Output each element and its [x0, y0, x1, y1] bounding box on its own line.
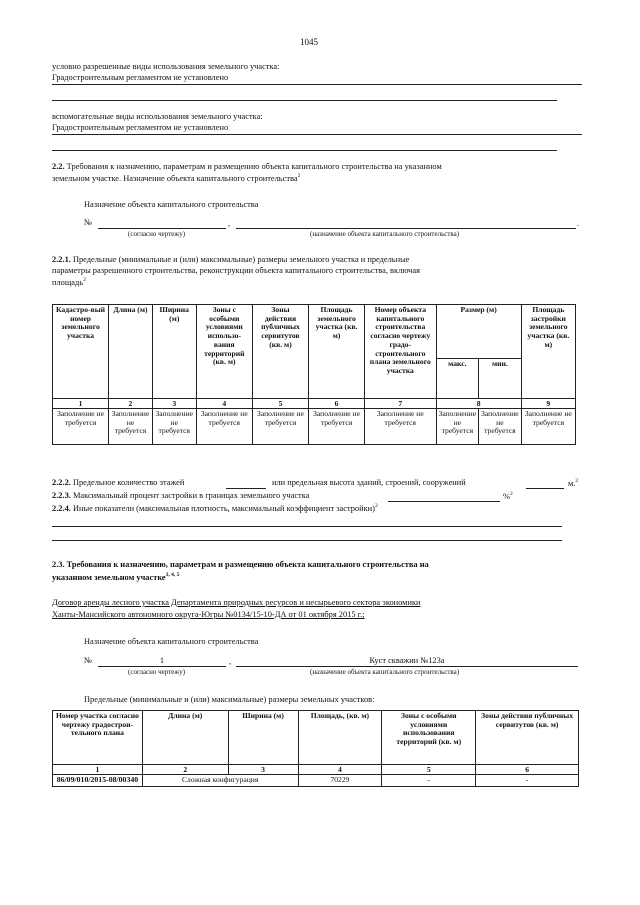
drawing-number-field — [98, 666, 226, 667]
section-2-2-1-line1: 2.2.1. Предельные (минимальные и (или) максимальные) размеры земельного участка и предельные — [52, 255, 410, 264]
table-cell-special-zones: - — [382, 775, 476, 787]
table-cell: Заполнение не требуется — [152, 409, 196, 445]
comma: , — [229, 657, 232, 666]
object-purpose-field[interactable] — [236, 228, 576, 229]
column-number: 8 — [436, 399, 521, 409]
floors-field[interactable] — [226, 488, 266, 489]
number-sign: № — [84, 656, 92, 665]
divider — [52, 100, 557, 101]
header-servitude-zones: Зоны действия публичных сервитутов (кв. м) — [476, 711, 579, 765]
column-number: 6 — [476, 765, 579, 775]
comma: , — [228, 219, 231, 228]
column-number: 9 — [521, 399, 575, 409]
caption-purpose: (назначение объекта капитального строительства) — [310, 230, 460, 238]
object-purpose-field — [236, 666, 578, 667]
table-cell-area: 70229 — [298, 775, 382, 787]
plot-sizes-table — [52, 710, 579, 787]
section-2-2-3-label: 2.2.3. Максимальный процент застройки в границах земельного участка — [52, 491, 310, 500]
header-plot-number: Номер участка согласно чертежу градострои-тельного плана — [53, 711, 143, 765]
conditional-uses-value: Градостроительным регламентом не установлено — [52, 73, 229, 82]
object-purpose: Куст скважин №123а — [369, 656, 445, 665]
header-special-zones: Зоны с особыми условиями использо-вания территорий (кв. м) — [196, 305, 252, 399]
percent-unit: %$^2$ — [503, 491, 513, 501]
table-cell: Заполнение не требуется — [479, 409, 522, 445]
header-width: Ширина (м) — [152, 305, 196, 399]
column-number: 6 — [309, 399, 365, 409]
header-length: Длина (м) — [142, 711, 228, 765]
height-unit: м.$^2$ — [568, 478, 579, 488]
other-indicators-field[interactable] — [52, 540, 562, 541]
section-2-2-1-line2: параметры разрешенного строительства, реконструкции объекта капитального строительства, включая — [52, 266, 420, 275]
section-2-3-heading-line1: 2.3. Требования к назначению, параметрам и размещению объекта капитального строительства на — [52, 560, 429, 569]
table-cell-servitude-zones: - — [476, 775, 579, 787]
header-size-min: мин. — [479, 359, 522, 399]
other-indicators-field[interactable] — [52, 526, 562, 527]
column-number: 7 — [365, 399, 436, 409]
header-width: Ширина (м) — [228, 711, 298, 765]
table-cell-configuration: Сложная конфигурация — [142, 775, 298, 787]
table-cell: Заполнение не требуется — [436, 409, 479, 445]
object-number: 1 — [159, 656, 165, 665]
column-number: 2 — [109, 399, 153, 409]
auxiliary-uses-value: Градостроительным регламентом не установлено — [52, 123, 229, 132]
header-length: Длина (м) — [109, 305, 153, 399]
plot-sizes-label: Предельные (минимальные и (или) максимальные) размеры земельных участков: — [84, 695, 375, 704]
table-cell-plot-number: 86/09/010/2015-08/00340 — [53, 775, 143, 787]
header-plot-area: Площадь земельного участка (кв. м) — [309, 305, 365, 399]
header-object-number: Номер объекта капитального строительства согласно чертежу градо-строительного плана земельного участка — [365, 305, 436, 399]
table-cell: Заполнение не требуется — [252, 409, 308, 445]
section-2-2-4-label: 2.2.4. Иные показатели (максимальная плотность, максимальный коэффициент застройки)$^2$ — [52, 503, 378, 513]
table-cell: Заполнение не требуется — [365, 409, 436, 445]
divider — [52, 134, 582, 135]
column-number: 5 — [252, 399, 308, 409]
header-cadastral-number: Кадастро-вый номер земельного участка — [53, 305, 109, 399]
table-cell: Заполнение не требуется — [196, 409, 252, 445]
page-number: 1045 — [300, 37, 318, 47]
caption-drawing: (согласно чертежу) — [128, 668, 186, 676]
auxiliary-uses-label: вспомогательные виды использования земельного участка: — [52, 112, 263, 121]
column-number: 5 — [382, 765, 476, 775]
table-cell: Заполнение не требуется — [521, 409, 575, 445]
divider — [52, 150, 557, 151]
header-built-area: Площадь застройки земельного участка (кв. м) — [521, 305, 575, 399]
table-cell: Заполнение не требуется — [53, 409, 109, 445]
caption-purpose: (назначение объекта капитального строительства) — [310, 668, 460, 676]
period: . — [577, 219, 580, 228]
table-cell: Заполнение не требуется — [109, 409, 153, 445]
lease-agreement-line1: Договор аренды лесного участка Департамента природных ресурсов и несырьевого сектора экономики — [52, 598, 421, 607]
lease-agreement-line2: Ханты-Мансийского автономного округа-Югры №0134/15-10-ДА от 01 октября 2015 г.; — [52, 610, 365, 619]
caption-drawing: (согласно чертежу) — [128, 230, 186, 238]
column-number: 3 — [152, 399, 196, 409]
conditional-uses-label: условно разрешенные виды использования земельного участка: — [52, 62, 280, 71]
header-special-zones: Зоны с особыми условиями использования территорий (кв. м) — [382, 711, 476, 765]
max-building-percent-field[interactable] — [388, 501, 500, 502]
section-2-2-heading-line2: земельном участке. Назначение объекта капитального строительства$^2$ — [52, 173, 301, 183]
purpose-label: Назначение объекта капитального строительства — [84, 200, 259, 209]
column-number: 2 — [142, 765, 228, 775]
height-field[interactable] — [526, 488, 564, 489]
section-2-2-2-height-label: или предельная высота зданий, строений, сооружений — [272, 478, 466, 487]
column-number: 4 — [196, 399, 252, 409]
divider — [52, 84, 582, 85]
section-2-3-heading-line2: указанном земельном участке$^{3, 4, 5}$ — [52, 572, 180, 582]
table-cell: Заполнение не требуется — [309, 409, 365, 445]
section-number: 2.2. — [52, 162, 65, 171]
column-number: 4 — [298, 765, 382, 775]
header-servitude-zones: Зоны действия публичных сервитутов (кв. м) — [252, 305, 308, 399]
section-2-2-heading-line1: 2.2. Требования к назначению, параметрам и размещению объекта капитального строительства на указанном — [52, 162, 442, 171]
drawing-number-field[interactable] — [98, 228, 226, 229]
header-size-max: макс. — [436, 359, 479, 399]
column-number: 1 — [53, 399, 109, 409]
header-area: Площадь, (кв. м) — [298, 711, 382, 765]
section-2-2-2-label: 2.2.2. Предельное количество этажей — [52, 478, 185, 487]
column-number: 1 — [53, 765, 143, 775]
purpose-label: Назначение объекта капитального строительства — [84, 637, 259, 646]
parameters-table — [52, 304, 576, 445]
number-sign: № — [84, 218, 92, 227]
column-number: 3 — [228, 765, 298, 775]
header-size: Размер (м) — [436, 305, 521, 359]
section-2-2-1-line3: площадь$^2$ — [52, 277, 86, 287]
